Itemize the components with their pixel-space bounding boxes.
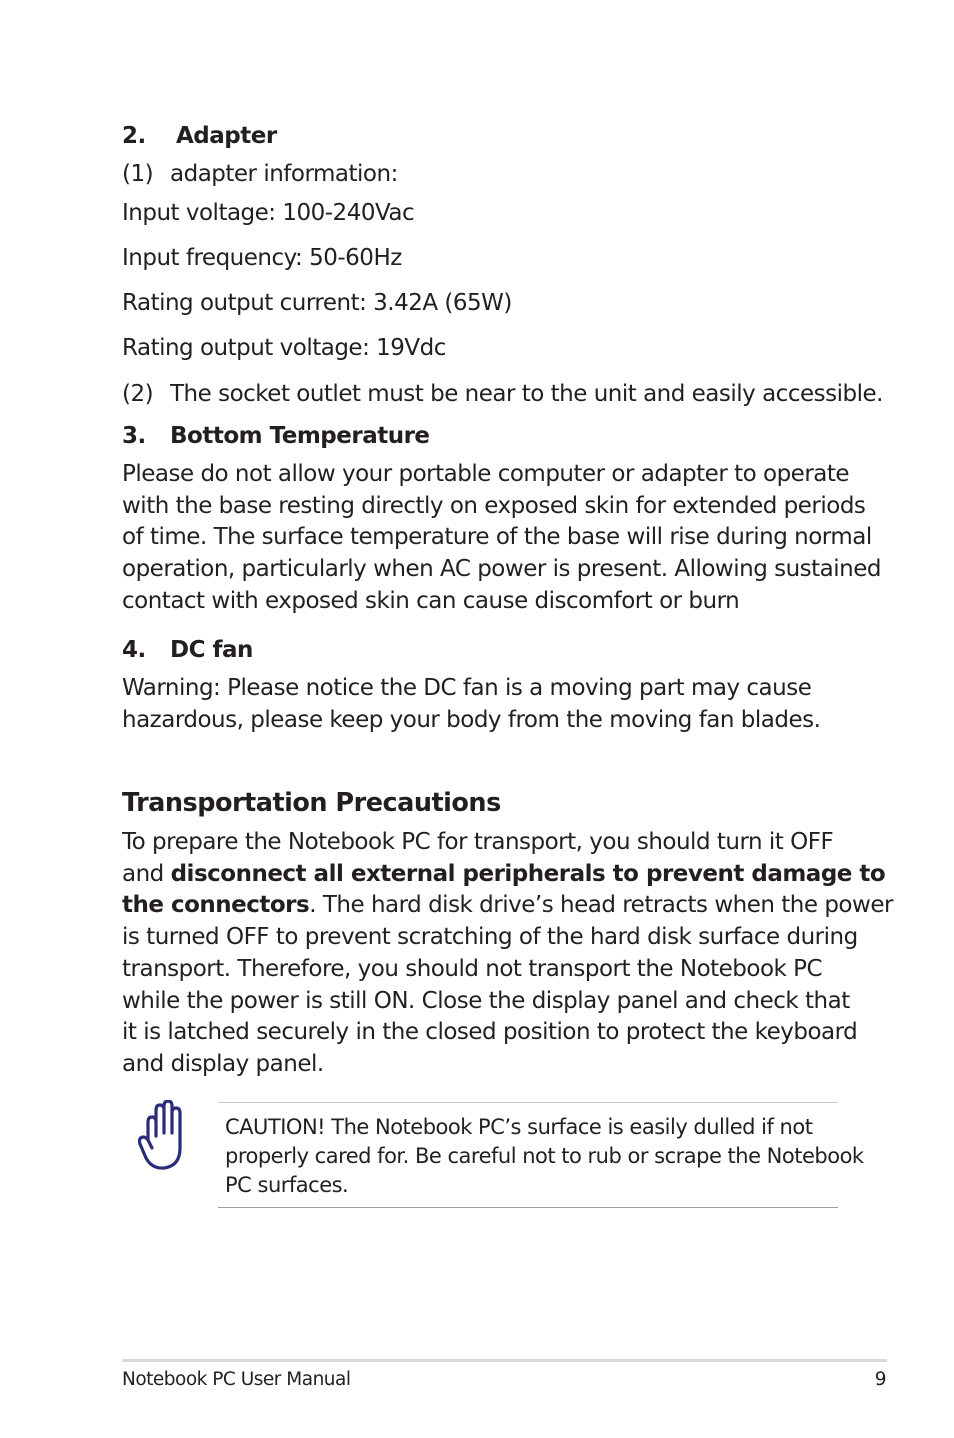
caution-line: CAUTION! The Notebook PC’s surface is easily dulled if not bbox=[225, 1115, 813, 1139]
section-number: 2. bbox=[122, 123, 146, 149]
section-3-heading bbox=[122, 420, 430, 452]
caution-hand-icon bbox=[138, 1100, 190, 1172]
plain-text: . The hard disk drive’s head retracts when the power bbox=[309, 892, 893, 919]
adapter-item-2 bbox=[122, 378, 883, 410]
item-marker: (2) bbox=[122, 381, 154, 407]
paragraph-line: of time. The surface temperature of the base will rise during normal bbox=[122, 524, 872, 551]
dc-fan-paragraph bbox=[122, 673, 862, 736]
bold-emphasis: the connectors bbox=[122, 892, 310, 919]
item-text: The socket outlet must be near to the unit and easily accessible. bbox=[170, 381, 883, 407]
section-title: DC fan bbox=[170, 637, 253, 663]
item-marker: (1) bbox=[122, 161, 154, 187]
footer-title: Notebook PC User Manual bbox=[122, 1369, 351, 1390]
caution-line: properly cared for. Be careful not to rub or scrape the Notebook bbox=[225, 1144, 864, 1168]
caution-text bbox=[225, 1113, 864, 1200]
page-number: 9 bbox=[874, 1369, 886, 1390]
paragraph-line: contact with exposed skin can cause discomfort or burn bbox=[122, 587, 740, 614]
section-title: Bottom Temperature bbox=[170, 423, 430, 449]
transportation-heading: Transportation Precautions bbox=[122, 788, 501, 818]
spec-input-voltage: Input voltage: 100-240Vac bbox=[122, 200, 415, 226]
plain-text: and bbox=[122, 860, 171, 887]
paragraph-line bbox=[122, 859, 886, 891]
footer-divider bbox=[122, 1359, 887, 1362]
bottom-temperature-paragraph bbox=[122, 459, 881, 618]
section-4-heading bbox=[122, 634, 253, 666]
section-number: 4. bbox=[122, 637, 146, 663]
paragraph-line: To prepare the Notebook PC for transport, you should turn it OFF bbox=[122, 829, 834, 855]
paragraph-line: is turned OFF to prevent scratching of the hard disk surface during bbox=[122, 924, 858, 951]
paragraph-line: with the base resting directly on exposed skin for extended periods bbox=[122, 492, 866, 519]
paragraph-line bbox=[122, 890, 893, 922]
spec-output-current: Rating output current: 3.42A (65W) bbox=[122, 290, 512, 316]
section-title: Adapter bbox=[176, 123, 277, 149]
item-text: adapter information: bbox=[170, 161, 398, 187]
section-number: 3. bbox=[122, 423, 146, 449]
spec-output-voltage: Rating output voltage: 19Vdc bbox=[122, 335, 446, 361]
adapter-item-1 bbox=[122, 158, 398, 190]
paragraph-line: and display panel. bbox=[122, 1050, 324, 1077]
bold-emphasis: disconnect all external peripherals to prevent damage to bbox=[170, 860, 886, 887]
paragraph-line: it is latched securely in the closed position to protect the keyboard bbox=[122, 1019, 858, 1046]
transportation-paragraph bbox=[122, 827, 893, 1081]
paragraph-line: while the power is still ON. Close the display panel and check that bbox=[122, 987, 850, 1014]
paragraph-line: operation, particularly when AC power is present. Allowing sustained bbox=[122, 556, 881, 583]
paragraph-line: Please do not allow your portable computer or adapter to operate bbox=[122, 461, 850, 487]
paragraph-line: transport. Therefore, you should not transport the Notebook PC bbox=[122, 955, 823, 982]
section-2-heading bbox=[122, 120, 277, 152]
paragraph-line: hazardous, please keep your body from the moving fan blades. bbox=[122, 706, 821, 733]
caution-line: PC surfaces. bbox=[225, 1173, 349, 1197]
paragraph-line: Warning: Please notice the DC fan is a moving part may cause bbox=[122, 675, 812, 701]
spec-input-frequency: Input frequency: 50-60Hz bbox=[122, 245, 402, 271]
